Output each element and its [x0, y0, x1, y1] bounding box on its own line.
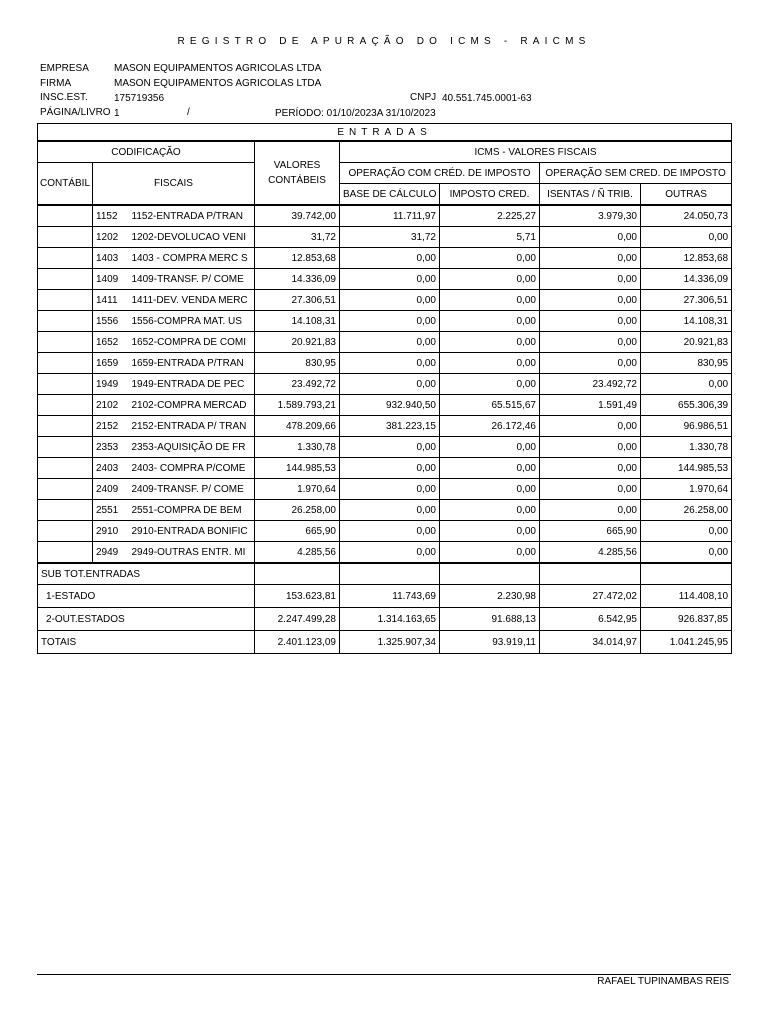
contabil-cell [38, 311, 93, 332]
valores-cell: 26.258,00 [255, 500, 340, 521]
totals-label: TOTAIS [38, 631, 255, 654]
cfop-cell: 1409 [93, 269, 129, 290]
pagina-value: 1 [114, 108, 120, 119]
base-cell: 0,00 [340, 332, 440, 353]
contabil-cell [38, 227, 93, 248]
description-cell: 2409-TRANSF. P/ COME [129, 479, 255, 500]
imposto-cred-header: IMPOSTO CRED. [440, 184, 540, 206]
isentas-cell: 0,00 [540, 500, 641, 521]
imposto-cell: 0,00 [440, 521, 540, 542]
op-sem-cred-header: OPERAÇÃO SEM CRED. DE IMPOSTO [540, 163, 732, 184]
outras-cell: 20.921,83 [641, 332, 732, 353]
fiscais-header: FISCAIS [93, 163, 255, 206]
isentas-cell: 0,00 [540, 290, 641, 311]
contabil-cell [38, 353, 93, 374]
outras-cell: 1.330,78 [641, 437, 732, 458]
isentas-cell: 4.285,56 [540, 542, 641, 564]
entradas-table [37, 123, 732, 654]
isentas-cell: 3.979,30 [540, 205, 641, 227]
imposto-cell: 0,00 [440, 248, 540, 269]
imposto-cell: 5,71 [440, 227, 540, 248]
table-row [38, 437, 732, 458]
base-cell: 0,00 [340, 374, 440, 395]
cfop-cell: 2409 [93, 479, 129, 500]
base-cell: 11.711,97 [340, 205, 440, 227]
cfop-cell: 2353 [93, 437, 129, 458]
table-row [38, 227, 732, 248]
imposto-cell: 65.515,67 [440, 395, 540, 416]
contabil-cell [38, 479, 93, 500]
outras-cell: 0,00 [641, 542, 732, 564]
outras-cell: 14.108,31 [641, 311, 732, 332]
valores-cell: 20.921,83 [255, 332, 340, 353]
outras-cell: 24.050,73 [641, 205, 732, 227]
isentas-cell: 0,00 [540, 248, 641, 269]
table-row [38, 374, 732, 395]
base-cell: 0,00 [340, 521, 440, 542]
outras-cell: 96.986,51 [641, 416, 732, 437]
cfop-cell: 2551 [93, 500, 129, 521]
totals-row [38, 631, 732, 654]
imposto-cell: 0,00 [440, 311, 540, 332]
imposto-cell: 0,00 [440, 353, 540, 374]
table-row [38, 332, 732, 353]
cnpj-value: 40.551.745.0001-63 [442, 93, 532, 104]
contabil-cell [38, 458, 93, 479]
isentas-cell: 0,00 [540, 269, 641, 290]
codificacao-header: CODIFICAÇÃO [38, 141, 255, 163]
description-cell: 1403 - COMPRA MERC S [129, 248, 255, 269]
isentas-cell: 0,00 [540, 437, 641, 458]
subtotal-row [38, 563, 732, 585]
imposto-total-cell: 93.919,11 [440, 631, 540, 654]
description-cell: 2551-COMPRA DE BEM [129, 500, 255, 521]
empty-cell [540, 563, 641, 585]
valores-cell: 1.970,64 [255, 479, 340, 500]
empty-cell [440, 563, 540, 585]
cfop-cell: 2910 [93, 521, 129, 542]
table-row [38, 353, 732, 374]
contabil-cell [38, 416, 93, 437]
table-row [38, 479, 732, 500]
valores-cell: 14.336,09 [255, 269, 340, 290]
outras-cell: 27.306,51 [641, 290, 732, 311]
description-cell: 2152-ENTRADA P/ TRAN [129, 416, 255, 437]
base-cell: 0,00 [340, 500, 440, 521]
isentas-cell: 23.492,72 [540, 374, 641, 395]
base-cell: 0,00 [340, 353, 440, 374]
op-com-cred-header: OPERAÇÃO COM CRÉD. DE IMPOSTO [340, 163, 540, 184]
valores-total-cell: 2.401.123,09 [255, 631, 340, 654]
cfop-cell: 1652 [93, 332, 129, 353]
base-cell: 0,00 [340, 290, 440, 311]
description-cell: 1202-DEVOLUCAO VENI [129, 227, 255, 248]
isentas-cell: 0,00 [540, 353, 641, 374]
outras-cell: 0,00 [641, 374, 732, 395]
livro-separator: / [187, 107, 190, 118]
section-title: ENTRADAS [38, 124, 732, 142]
imposto-cell: 0,00 [440, 437, 540, 458]
description-cell: 1409-TRANSF. P/ COME [129, 269, 255, 290]
empty-cell [340, 563, 440, 585]
isentas-total-cell: 6.542,95 [540, 608, 641, 631]
outras-total-cell: 114.408,10 [641, 585, 732, 608]
table-row [38, 542, 732, 564]
cfop-cell: 2403 [93, 458, 129, 479]
valores-cell: 23.492,72 [255, 374, 340, 395]
empresa-value: MASON EQUIPAMENTOS AGRICOLAS LTDA [114, 63, 322, 74]
valores-cell: 39.742,00 [255, 205, 340, 227]
base-cell: 0,00 [340, 248, 440, 269]
outras-total-cell: 1.041.245,95 [641, 631, 732, 654]
report-title: REGISTRO DE APURAÇÃO DO ICMS - RAICMS [177, 36, 591, 47]
insc-est-label: INSC.EST. [40, 92, 88, 103]
description-cell: 2910-ENTRADA BONIFIC [129, 521, 255, 542]
totals-label: 1-ESTADO [38, 585, 255, 608]
valores-cell: 31,72 [255, 227, 340, 248]
base-cell: 0,00 [340, 311, 440, 332]
outras-cell: 655.306,39 [641, 395, 732, 416]
contabil-cell [38, 269, 93, 290]
cfop-cell: 2102 [93, 395, 129, 416]
isentas-cell: 0,00 [540, 458, 641, 479]
signature-line [37, 974, 731, 975]
contabil-cell [38, 542, 93, 564]
imposto-cell: 0,00 [440, 269, 540, 290]
description-cell: 2102-COMPRA MERCAD [129, 395, 255, 416]
valores-cell: 14.108,31 [255, 311, 340, 332]
isentas-cell: 665,90 [540, 521, 641, 542]
valores-cell: 12.853,68 [255, 248, 340, 269]
imposto-cell: 2.225,27 [440, 205, 540, 227]
cfop-cell: 1411 [93, 290, 129, 311]
isentas-cell: 0,00 [540, 479, 641, 500]
valores-cell: 27.306,51 [255, 290, 340, 311]
cfop-cell: 1152 [93, 205, 129, 227]
cfop-cell: 1202 [93, 227, 129, 248]
base-cell: 932.940,50 [340, 395, 440, 416]
imposto-cell: 0,00 [440, 290, 540, 311]
cfop-cell: 1949 [93, 374, 129, 395]
outras-cell: 830,95 [641, 353, 732, 374]
base-cell: 31,72 [340, 227, 440, 248]
contabil-cell [38, 290, 93, 311]
totals-row [38, 585, 732, 608]
contabil-cell [38, 332, 93, 353]
cfop-cell: 1659 [93, 353, 129, 374]
isentas-cell: 0,00 [540, 227, 641, 248]
outras-cell: 1.970,64 [641, 479, 732, 500]
table-row [38, 395, 732, 416]
description-cell: 1652-COMPRA DE COMI [129, 332, 255, 353]
signature-name: RAFAEL TUPINAMBAS REIS [597, 976, 729, 987]
empty-cell [641, 563, 732, 585]
outras-cell: 0,00 [641, 227, 732, 248]
contabil-header: CONTÁBIL [38, 163, 93, 206]
valores-contabeis-header: VALORES CONTÁBEIS [255, 141, 340, 205]
imposto-cell: 0,00 [440, 500, 540, 521]
base-total-cell: 1.325.907,34 [340, 631, 440, 654]
imposto-cell: 0,00 [440, 374, 540, 395]
imposto-total-cell: 91.688,13 [440, 608, 540, 631]
imposto-cell: 0,00 [440, 458, 540, 479]
valores-cell: 4.285,56 [255, 542, 340, 564]
outras-cell: 12.853,68 [641, 248, 732, 269]
base-total-cell: 1.314.163,65 [340, 608, 440, 631]
base-cell: 381.223,15 [340, 416, 440, 437]
contabil-cell [38, 500, 93, 521]
description-cell: 2353-AQUISIÇÃO DE FR [129, 437, 255, 458]
valores-cell: 830,95 [255, 353, 340, 374]
table-row [38, 521, 732, 542]
imposto-cell: 0,00 [440, 332, 540, 353]
table-row [38, 458, 732, 479]
periodo: PERÍODO: 01/10/2023A 31/10/2023 [275, 108, 436, 119]
contabil-cell [38, 521, 93, 542]
table-row [38, 290, 732, 311]
contabil-cell [38, 205, 93, 227]
table-row [38, 416, 732, 437]
table-row [38, 311, 732, 332]
imposto-total-cell: 2.230,98 [440, 585, 540, 608]
table-row [38, 269, 732, 290]
table-row [38, 205, 732, 227]
valores-cell: 144.985,53 [255, 458, 340, 479]
valores-cell: 478.209,66 [255, 416, 340, 437]
firma-value: MASON EQUIPAMENTOS AGRICOLAS LTDA [114, 78, 322, 89]
contabil-cell [38, 248, 93, 269]
valores-cell: 1.330,78 [255, 437, 340, 458]
valores-total-cell: 153.623,81 [255, 585, 340, 608]
subtotal-label: SUB TOT.ENTRADAS [38, 563, 255, 585]
base-total-cell: 11.743,69 [340, 585, 440, 608]
valores-total-cell: 2.247.499,28 [255, 608, 340, 631]
empty-cell [255, 563, 340, 585]
isentas-total-cell: 34.014,97 [540, 631, 641, 654]
isentas-cell: 1.591,49 [540, 395, 641, 416]
valores-cell: 1.589.793,21 [255, 395, 340, 416]
base-cell: 0,00 [340, 458, 440, 479]
description-cell: 1556-COMPRA MAT. US [129, 311, 255, 332]
outras-cell: 0,00 [641, 521, 732, 542]
isentas-cell: 0,00 [540, 416, 641, 437]
outras-cell: 26.258,00 [641, 500, 732, 521]
outras-cell: 14.336,09 [641, 269, 732, 290]
table-row [38, 248, 732, 269]
imposto-cell: 0,00 [440, 479, 540, 500]
contabil-cell [38, 395, 93, 416]
contabil-cell [38, 437, 93, 458]
description-cell: 1949-ENTRADA DE PEC [129, 374, 255, 395]
base-cell: 0,00 [340, 542, 440, 564]
icms-valores-fiscais-header: ICMS - VALORES FISCAIS [340, 141, 732, 163]
totals-row [38, 608, 732, 631]
outras-cell: 144.985,53 [641, 458, 732, 479]
base-calculo-header: BASE DE CÁLCULO [340, 184, 440, 206]
outras-header: OUTRAS [641, 184, 732, 206]
description-cell: 1152-ENTRADA P/TRAN [129, 205, 255, 227]
isentas-cell: 0,00 [540, 311, 641, 332]
cnpj-label: CNPJ [410, 92, 437, 103]
imposto-cell: 26.172,46 [440, 416, 540, 437]
cfop-cell: 1403 [93, 248, 129, 269]
description-cell: 1659-ENTRADA P/TRAN [129, 353, 255, 374]
contabil-cell [38, 374, 93, 395]
outras-total-cell: 926.837,85 [641, 608, 732, 631]
insc-est-value: 175719356 [114, 93, 165, 104]
empresa-label: EMPRESA [40, 63, 89, 74]
firma-label: FIRMA [40, 78, 72, 89]
cfop-cell: 2152 [93, 416, 129, 437]
imposto-cell: 0,00 [440, 542, 540, 564]
description-cell: 1411-DEV. VENDA MERC [129, 290, 255, 311]
cfop-cell: 2949 [93, 542, 129, 564]
totals-label: 2-OUT.ESTADOS [38, 608, 255, 631]
valores-cell: 665,90 [255, 521, 340, 542]
pagina-livro-label: PÁGINA/LIVRO [40, 107, 111, 118]
base-cell: 0,00 [340, 437, 440, 458]
cfop-cell: 1556 [93, 311, 129, 332]
description-cell: 2403- COMPRA P/COME [129, 458, 255, 479]
isentas-header: ISENTAS / Ñ TRIB. [540, 184, 641, 206]
base-cell: 0,00 [340, 479, 440, 500]
description-cell: 2949-OUTRAS ENTR. MI [129, 542, 255, 564]
table-row [38, 500, 732, 521]
isentas-total-cell: 27.472,02 [540, 585, 641, 608]
isentas-cell: 0,00 [540, 332, 641, 353]
base-cell: 0,00 [340, 269, 440, 290]
